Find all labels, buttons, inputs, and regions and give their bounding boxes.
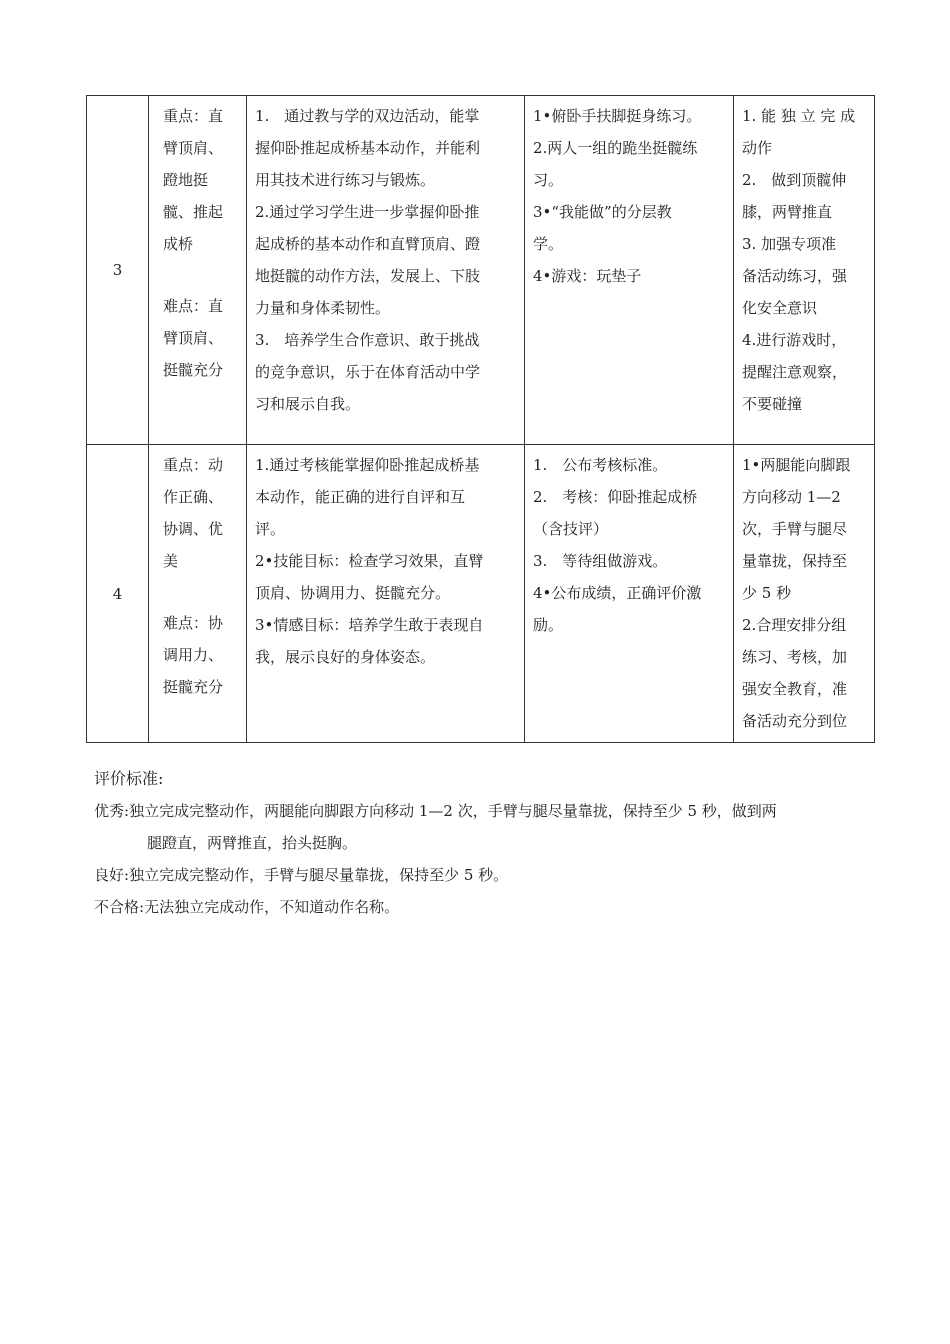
difficult-point-text: 挺髋充分 <box>163 678 224 696</box>
good-criterion <box>94 859 874 891</box>
goal-line: 3. 培养学生合作意识、敢于挑战 <box>255 331 480 349</box>
goal-line: 本动作，能正确的进行自评和互 <box>255 488 466 506</box>
goal-line: 顶肩、协调用力、挺髋充分。 <box>255 584 451 602</box>
difficult-point-text: 直 <box>208 297 224 315</box>
note-line: 方向移动 1—2 <box>742 488 841 506</box>
method-line: 1•俯卧手扶脚挺身练习。 <box>533 107 702 125</box>
key-point-line <box>163 100 234 132</box>
goal-line: 用其技术进行练习与锻炼。 <box>255 171 436 189</box>
teaching-goals-cell <box>247 445 525 743</box>
goal-line: 评。 <box>255 520 286 538</box>
teaching-goals-cell <box>247 96 525 445</box>
notes-cell <box>734 96 875 445</box>
key-point-line <box>163 449 234 481</box>
key-point-text: 蹬地挺 <box>163 171 209 189</box>
lesson-number: 4 <box>112 584 123 603</box>
evaluation-section <box>94 765 874 923</box>
note-line: 练习、考核，加 <box>742 648 848 666</box>
fail-text: 无法独立完成动作，不知道动作名称。 <box>144 898 400 916</box>
note-line: 量靠拢，保持至 <box>742 552 848 570</box>
note-line: 4.进行游戏时， <box>742 331 847 349</box>
difficult-point-label: 难点： <box>163 297 209 315</box>
note-line: 2. 做到顶髋伸 <box>742 171 847 189</box>
key-point-text: 作正确、 <box>163 488 224 506</box>
key-point-text: 臂顶肩、 <box>163 139 224 157</box>
table-row <box>87 96 875 445</box>
goal-line: 2.通过学习学生进一步掌握仰卧推 <box>255 203 480 221</box>
note-line: 不要碰撞 <box>742 395 803 413</box>
excellent-text: 独立完成完整动作，两腿能向脚跟方向移动 1—2 次，手臂与腿尽量靠拢，保持至少 5 秒，做到两 <box>129 802 777 820</box>
key-point-text: 直 <box>208 107 224 125</box>
key-point-text: 动 <box>208 456 224 474</box>
key-point-label: 重点： <box>163 456 209 474</box>
spacer <box>163 260 234 290</box>
method-line: 3•“我能做”的分层教 <box>533 203 672 221</box>
good-text: 独立完成完整动作，手臂与腿尽量靠拢，保持至少 5 秒。 <box>129 866 509 884</box>
key-point-text: 美 <box>163 552 179 570</box>
key-difficult-points-cell <box>149 96 247 445</box>
note-line: 1•两腿能向脚跟 <box>742 456 851 474</box>
goal-line: 1. 通过教与学的双边活动，能掌 <box>255 107 480 125</box>
method-line: （含技评） <box>533 520 609 538</box>
spacer <box>163 577 234 607</box>
note-line: 化安全意识 <box>742 299 818 317</box>
goal-line: 2•技能目标：检查学习效果，直臂 <box>255 552 484 570</box>
difficult-point-text: 挺髋充分 <box>163 361 224 379</box>
key-point-label: 重点： <box>163 107 209 125</box>
note-line: 强安全教育，准 <box>742 680 848 698</box>
method-line: 励。 <box>533 616 564 634</box>
key-difficult-points-cell <box>149 445 247 743</box>
method-line: 3. 等待组做游戏。 <box>533 552 668 570</box>
method-line: 4•公布成绩，正确评价激 <box>533 584 702 602</box>
difficult-point-text: 调用力、 <box>163 646 224 664</box>
method-line: 学。 <box>533 235 564 253</box>
notes-cell <box>734 445 875 743</box>
key-point-text: 髋、推起 <box>163 203 224 221</box>
method-line: 4•游戏：玩垫子 <box>533 267 642 285</box>
difficult-point-line <box>163 607 234 639</box>
excellent-text-continued: 腿蹬直，两臂推直，抬头挺胸。 <box>147 834 358 852</box>
key-point-text: 协调、优 <box>163 520 224 538</box>
lesson-number: 3 <box>112 261 123 279</box>
goal-line: 起成桥的基本动作和直臂顶肩、蹬 <box>255 235 481 253</box>
difficult-point-text: 协 <box>208 614 224 632</box>
fail-label: 不合格: <box>94 898 145 916</box>
note-line: 动作 <box>742 139 773 157</box>
key-point-text: 成桥 <box>163 235 194 253</box>
note-line: 少 5 秒 <box>742 584 792 602</box>
goal-line: 3•情感目标：培养学生敢于表现自 <box>255 616 484 634</box>
goal-line: 地挺髋的动作方法，发展上、下肢 <box>255 267 481 285</box>
difficult-point-label: 难点： <box>163 614 209 632</box>
method-line: 2.两人一组的跪坐挺髋练 <box>533 139 698 157</box>
note-line: 1. 能 独 立 完 成 <box>742 107 856 125</box>
excellent-criterion <box>94 795 874 827</box>
lesson-plan-table <box>86 95 875 743</box>
note-line: 3. 加强专项准 <box>742 235 837 253</box>
method-line: 习。 <box>533 171 564 189</box>
goal-line: 1.通过考核能掌握仰卧推起成桥基 <box>255 456 480 474</box>
note-line: 提醒注意观察， <box>742 363 848 381</box>
difficult-point-text: 臂顶肩、 <box>163 329 224 347</box>
difficult-point-line <box>163 290 234 322</box>
note-line: 膝，两臂推直 <box>742 203 833 221</box>
good-label: 良好: <box>94 866 130 884</box>
fail-criterion <box>94 891 874 923</box>
goal-line: 的竞争意识，乐于在体育活动中学 <box>255 363 481 381</box>
teaching-methods-cell <box>525 96 734 445</box>
goal-line: 我，展示良好的身体姿态。 <box>255 648 436 666</box>
lesson-number-cell <box>87 445 149 743</box>
goal-line: 力量和身体柔韧性。 <box>255 299 391 317</box>
note-line: 备活动充分到位 <box>742 712 848 730</box>
evaluation-title: 评价标准: <box>94 769 164 788</box>
method-line: 2. 考核：仰卧推起成桥 <box>533 488 698 506</box>
table-row <box>87 445 875 743</box>
lesson-number-cell <box>87 96 149 445</box>
goal-line: 习和展示自我。 <box>255 395 361 413</box>
note-line: 次，手臂与腿尽 <box>742 520 848 538</box>
note-line: 备活动练习，强 <box>742 267 848 285</box>
teaching-methods-cell <box>525 445 734 743</box>
note-line: 2.合理安排分组 <box>742 616 847 634</box>
table-body <box>87 96 875 743</box>
excellent-label: 优秀: <box>94 802 130 820</box>
method-line: 1. 公布考核标准。 <box>533 456 668 474</box>
goal-line: 握仰卧推起成桥基本动作，并能利 <box>255 139 481 157</box>
